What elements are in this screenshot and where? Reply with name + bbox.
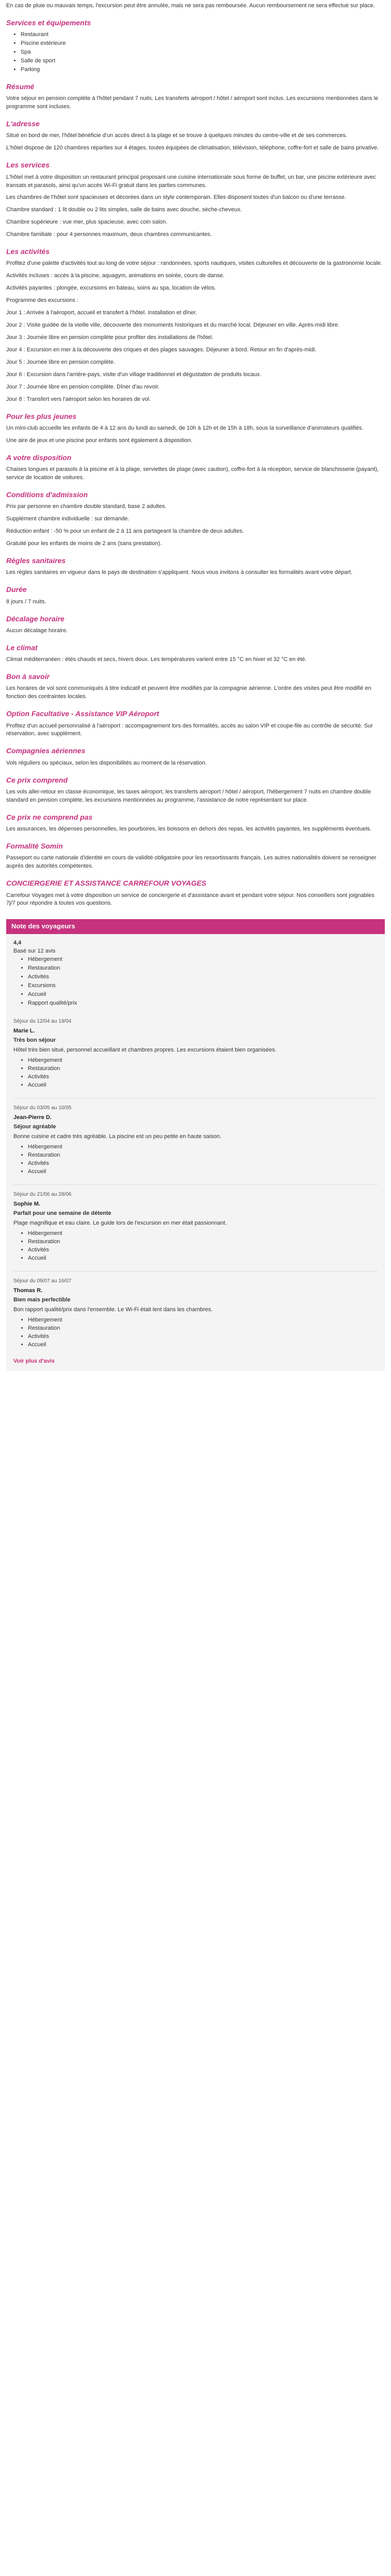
- review-item: [13, 1098, 378, 1185]
- review-criteria-item: • Accueil: [28, 1341, 378, 1349]
- services-title: Services et équipements: [6, 18, 91, 27]
- review-criteria-item: • Activités: [28, 1333, 378, 1341]
- review-criteria-item: • Restauration: [28, 1238, 378, 1246]
- review-criteria-item: • Hébergement: [28, 1316, 378, 1325]
- section-paragraph: Profitez d'une palette d'activités tout au long de votre séjour : randonnées, sports nautiques, visites culturelles et découverte de la gastronomie locale.: [6, 260, 382, 267]
- section-paragraph: Chambre standard : 1 lit double ou 2 lits simples, salle de bains avec douche, sèche-cheveux.: [6, 207, 242, 213]
- section-paragraph: Activités payantes : plongée, excursions en bateau, soins au spa, location de vélos.: [6, 285, 216, 292]
- section-title: L'adresse: [6, 120, 40, 128]
- section-paragraph: Jour 7 : Journée libre en pension complète. Dîner d'au revoir.: [6, 383, 160, 390]
- review-criteria-item: • Hébergement: [28, 1057, 378, 1065]
- section-paragraph: Prix par personne en chambre double standard, base 2 adultes.: [6, 503, 167, 510]
- review-date: Séjour du 21/06 au 28/06: [13, 1191, 72, 1197]
- section-paragraph: Jour 8 : Transfert vers l'aéroport selon les horaires de vol.: [6, 396, 151, 402]
- section-paragraph: Jour 2 : Visite guidée de la vieille ville, découverte des monuments historiques et du marché local. Déjeuner en ville. Après-midi libre.: [6, 322, 340, 329]
- review-criteria-list: [13, 1316, 378, 1349]
- section-paragraph: Activités incluses : accès à la piscine, aquagym, animations en soirée, cours de danse.: [6, 273, 225, 279]
- section-title: Décalage horaire: [6, 614, 64, 623]
- review-title: Séjour agréable: [13, 1124, 56, 1130]
- section-title: Ce prix comprend: [6, 775, 68, 784]
- review-author: Jean-Pierre D.: [13, 1114, 52, 1121]
- criteria-item: • Accueil: [28, 991, 378, 999]
- section-title: Formalité Somin: [6, 842, 63, 851]
- section-paragraph: Jour 1 : Arrivée à l'aéroport, accueil et transfert à l'hôtel. Installation et dîner.: [6, 310, 197, 316]
- section-paragraph: Les vols aller-retour en classe économique, les taxes aéroport, les transferts aéroport / hôtel / aéroport, l'hébergement 7 nuits en chambre double standard en pension complète, les excursions mentionnées au programme, l'assistance de notre représentant sur place.: [6, 788, 371, 803]
- reviews-box: [6, 918, 385, 1371]
- section-paragraph: Situé en bord de mer, l'hôtel bénéficie d'un accès direct à la plage et se trouve à quelques minutes du centre-ville et de ses commerces.: [6, 132, 347, 139]
- review-criteria-item: • Activités: [28, 1073, 378, 1081]
- section-title: Règles sanitaires: [6, 556, 66, 565]
- section-title: Résumé: [6, 82, 35, 91]
- review-text: Hôtel très bien situé, personnel accueillant et chambres propres. Les excursions étaient bien organisées.: [13, 1047, 276, 1054]
- section-title: Bon à savoir: [6, 672, 50, 681]
- review-text: Bon rapport qualité/prix dans l'ensemble. Le Wi-Fi était lent dans les chambres.: [13, 1307, 213, 1313]
- review-criteria-item: • Accueil: [28, 1168, 378, 1176]
- section-paragraph: Carrefour Voyages met à votre disposition un service de conciergerie et d'assistance avant et pendant votre séjour. Nos conseillers sont joignables 7j/7 pour répondre à toutes vos questions.: [6, 892, 374, 907]
- section-title: Conditions d'admission: [6, 490, 88, 499]
- section-paragraph: Supplément chambre individuelle : sur demande.: [6, 516, 129, 522]
- review-criteria-item: • Restauration: [28, 1065, 378, 1073]
- services-list: [6, 31, 385, 74]
- section-paragraph: 8 jours / 7 nuits.: [6, 598, 46, 605]
- service-item: • Piscine extérieure: [21, 40, 385, 48]
- section-paragraph: Les horaires de vol sont communiqués à titre indicatif et peuvent être modifiés par la compagnie aérienne. L'ordre des visites peut être modifié en fonction des contraintes locales.: [6, 685, 371, 700]
- section-paragraph: Climat méditerranéen : étés chauds et secs, hivers doux. Les températures varient entre 15 °C en hiver et 32 °C en été.: [6, 656, 307, 663]
- criteria-list: [13, 956, 378, 1008]
- reviews-body: [6, 934, 385, 1371]
- review-criteria-item: • Restauration: [28, 1325, 378, 1333]
- section-paragraph: Votre séjour en pension complète à l'hôtel pendant 7 nuits. Les transferts aéroport / hôtel / aéroport sont inclus. Les excursions mentionnées dans le programme sont incluses.: [6, 95, 379, 110]
- section-paragraph: Un mini-club accueille les enfants de 4 à 12 ans du lundi au samedi, de 10h à 12h et de 15h à 18h, sous la surveillance d'animateurs qualifiés.: [6, 425, 364, 432]
- review-title: Très bon séjour: [13, 1037, 56, 1044]
- review-criteria-item: • Restauration: [28, 1151, 378, 1160]
- service-item: • Salle de sport: [21, 57, 385, 65]
- section-paragraph: Jour 5 : Journée libre en pension complète.: [6, 359, 115, 365]
- review-list: [13, 1012, 378, 1358]
- review-title: Bien mais perfectible: [13, 1297, 71, 1303]
- review-criteria-item: • Accueil: [28, 1255, 378, 1263]
- section-title: Pour les plus jeunes: [6, 412, 77, 420]
- review-criteria-list: [13, 1143, 378, 1176]
- review-criteria-list: [13, 1057, 378, 1090]
- sections-container: [6, 81, 385, 908]
- section-paragraph: Une aire de jeux et une piscine pour enfants sont également à disposition.: [6, 437, 192, 444]
- section-title: Durée: [6, 585, 27, 594]
- review-text: Bonne cuisine et cadre très agréable. La piscine est un peu petite en haute saison.: [13, 1133, 221, 1140]
- review-criteria-item: • Activités: [28, 1160, 378, 1168]
- section-paragraph: Les chambres de l'hôtel sont spacieuses et décorées dans un style contemporain. Elles disposent toutes d'un balcon ou d'une terrasse.: [6, 194, 346, 201]
- more-reviews-link[interactable]: Voir plus d'avis: [13, 1358, 55, 1364]
- review-author: Sophie M.: [13, 1201, 40, 1208]
- section-paragraph: Jour 4 : Excursion en mer à la découverte des criques et des plages sauvages. Déjeuner à bord. Retour en fin d'après-midi.: [6, 347, 317, 353]
- review-item: [13, 1012, 378, 1098]
- service-item: • Restaurant: [21, 31, 385, 39]
- review-author: Thomas R.: [13, 1287, 43, 1294]
- review-criteria-item: • Activités: [28, 1246, 378, 1255]
- section-title: Compagnies aériennes: [6, 747, 86, 755]
- review-item: [13, 1272, 378, 1358]
- review-author: Marie L.: [13, 1028, 35, 1035]
- review-item: [13, 1185, 378, 1272]
- section-paragraph: Les assurances, les dépenses personnelles, les pourboires, les boissons en dehors des repas, les activités payantes, les suppléments éventuels.: [6, 826, 372, 833]
- service-item: • Spa: [21, 48, 385, 57]
- section-paragraph: Aucun décalage horaire.: [6, 627, 68, 634]
- reviews-score: 4,4: [13, 940, 22, 946]
- criteria-item: • Hébergement: [28, 956, 378, 964]
- section-paragraph: Les règles sanitaires en vigueur dans le pays de destination s'appliquent. Nous vous invitons à consulter les formalités avant votre départ.: [6, 569, 353, 576]
- review-text: Plage magnifique et eau claire. Le guide lors de l'excursion en mer était passionnant.: [13, 1220, 227, 1227]
- section-paragraph: Chaises longues et parasols à la piscine et à la plage, serviettes de plage (avec caution), coffre-fort à la réception, service de blanchisserie (payant), service de location de voitures.: [6, 466, 379, 481]
- section-title: Les activités: [6, 247, 50, 256]
- section-title: Le climat: [6, 643, 38, 652]
- review-criteria-item: • Accueil: [28, 1081, 378, 1090]
- review-date: Séjour du 12/04 au 19/04: [13, 1018, 72, 1024]
- section-title: CONCIERGERIE ET ASSISTANCE CARREFOUR VOYAGES: [6, 879, 206, 888]
- section-paragraph: Vols réguliers ou spéciaux, selon les disponibilités au moment de la réservation.: [6, 759, 207, 766]
- criteria-item: • Restauration: [28, 964, 378, 973]
- section-paragraph: Passeport ou carte nationale d'identité en cours de validité obligatoire pour les ressortissants français. Les autres nationalités doivent se renseigner auprès des autorités compétentes.: [6, 855, 377, 870]
- section-paragraph: Gratuité pour les enfants de moins de 2 ans (sans prestation).: [6, 540, 162, 547]
- review-date: Séjour du 03/05 au 10/05: [13, 1105, 72, 1111]
- section-paragraph: Réduction enfant : -50 % pour un enfant de 2 à 11 ans partageant la chambre de deux adultes.: [6, 528, 244, 535]
- section-paragraph: Profitez d'un accueil personnalisé à l'aéroport : accompagnement lors des formalités, accès au salon VIP et coupe-file au contrôle de sécurité. Sur réservation, avec supplément.: [6, 722, 373, 737]
- criteria-item: • Excursions: [28, 982, 378, 990]
- review-criteria-item: • Hébergement: [28, 1143, 378, 1151]
- section-paragraph: L'hôtel met à votre disposition un restaurant principal proposant une cuisine internationale sous forme de buffet, un bar, une piscine extérieure avec transats et parasols, ainsi qu'un accès Wi-Fi gratuit dans les parties communes.: [6, 174, 376, 189]
- review-title: Parfait pour une semaine de détente: [13, 1210, 111, 1217]
- section-paragraph: L'hôtel dispose de 120 chambres réparties sur 4 étages, toutes équipées de climatisation, télévision, téléphone, coffre-fort et salle de bains privative.: [6, 145, 379, 151]
- criteria-item: • Rapport qualité/prix: [28, 999, 378, 1008]
- review-date: Séjour du 09/07 au 16/07: [13, 1278, 72, 1284]
- section-paragraph: Chambre familiale : pour 4 personnes maximum, deux chambres communicantes.: [6, 231, 212, 238]
- section-paragraph: Jour 3 : Journée libre en pension complète pour profiter des installations de l'hôtel.: [6, 334, 214, 341]
- review-criteria-item: • Hébergement: [28, 1230, 378, 1238]
- section-title: Option Facultative - Assistance VIP Aéroport: [6, 709, 159, 718]
- reviews-header: Note des voyageurs: [6, 919, 385, 934]
- section-title: A votre disposition: [6, 453, 72, 462]
- section-title: Les services: [6, 161, 50, 170]
- criteria-item: • Activités: [28, 973, 378, 981]
- section-paragraph: Chambre supérieure : vue mer, plus spacieuse, avec coin salon.: [6, 219, 168, 226]
- section-title: Ce prix ne comprend pas: [6, 812, 93, 821]
- intro-text: En cas de pluie ou mauvais temps, l'excursion peut être annulée, mais ne sera pas remboursée. Aucun remboursement ne sera effectué sur place.: [6, 3, 375, 9]
- review-criteria-list: [13, 1230, 378, 1263]
- section-paragraph: Programme des excursions :: [6, 297, 78, 304]
- reviews-count: Basé sur 12 avis: [13, 948, 56, 955]
- service-item: • Parking: [21, 66, 385, 74]
- section-paragraph: Jour 6 : Excursion dans l'arrière-pays, visite d'un village traditionnel et dégustation de produits locaux.: [6, 371, 262, 378]
